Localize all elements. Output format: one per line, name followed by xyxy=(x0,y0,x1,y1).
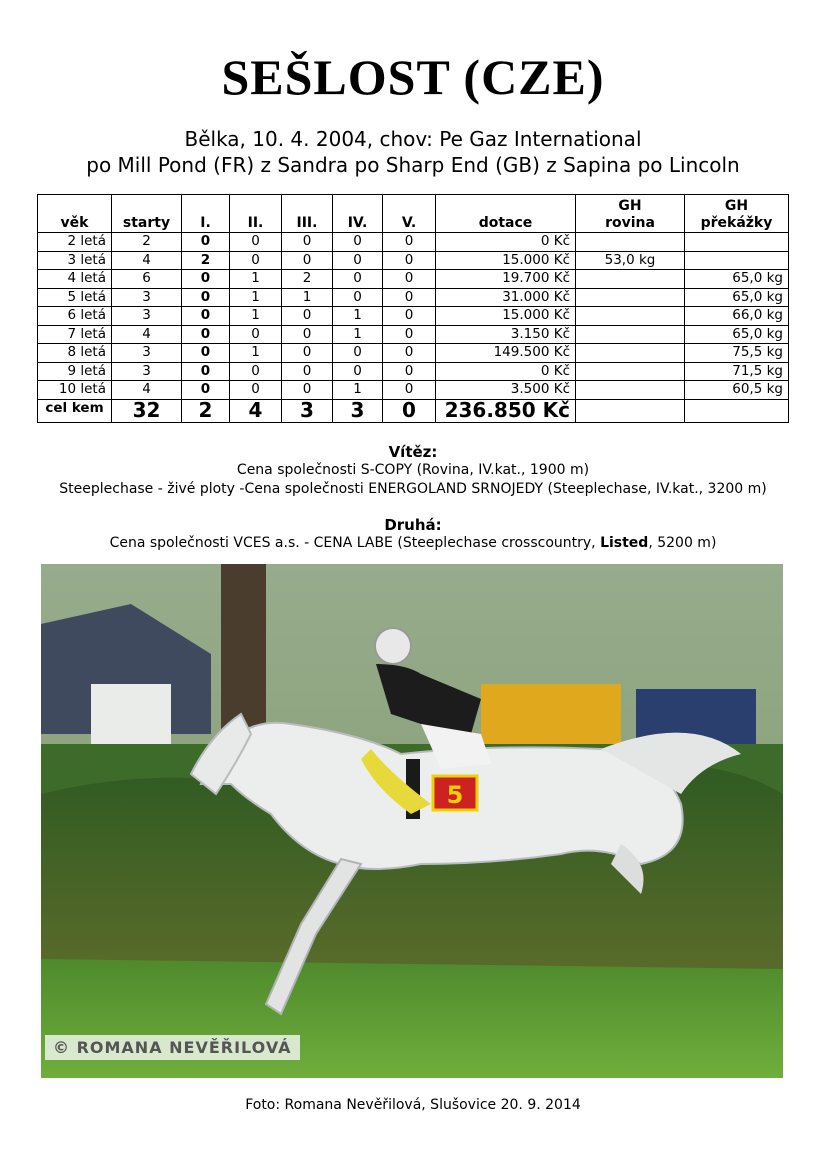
cell-second: 0 xyxy=(230,251,282,270)
horse-pedigree: po Mill Pond (FR) z Sandra po Sharp End (GB) z Sapina po Lincoln xyxy=(86,153,740,177)
header-gh-flat xyxy=(576,195,685,233)
winner-race-2: Steeplechase - živé ploty -Cena společnosti ENERGOLAND SRNOJEDY (Steeplechase, IV.kat., 3200 m) xyxy=(59,481,767,497)
cell-starts: 4 xyxy=(112,381,182,400)
total-fifth: 0 xyxy=(383,399,436,422)
horse-birth-info: Bělka, 10. 4. 2004, chov: Pe Gaz International xyxy=(184,127,642,151)
cell-fourth: 1 xyxy=(333,325,383,344)
header-starts: starty xyxy=(112,195,182,233)
cell-third: 0 xyxy=(282,251,333,270)
cell-starts: 3 xyxy=(112,362,182,381)
table-row xyxy=(38,270,789,289)
cell-fifth: 0 xyxy=(383,381,436,400)
total-prize: 236.850 Kč xyxy=(436,399,576,422)
cell-fourth: 0 xyxy=(333,251,383,270)
total-label: cel kem xyxy=(38,399,112,422)
cell-first: 0 xyxy=(182,381,230,400)
header-prize: dotace xyxy=(436,195,576,233)
cell-second: 0 xyxy=(230,325,282,344)
cell-first: 0 xyxy=(182,307,230,326)
header-first: I. xyxy=(182,195,230,233)
cell-prize: 19.700 Kč xyxy=(436,270,576,289)
cell-first: 0 xyxy=(182,362,230,381)
cell-gh-flat: 53,0 kg xyxy=(576,251,685,270)
cell-gh-jump: 75,5 kg xyxy=(685,344,789,363)
cell-third: 0 xyxy=(282,381,333,400)
cell-third: 0 xyxy=(282,307,333,326)
header-third: III. xyxy=(282,195,333,233)
total-third: 3 xyxy=(282,399,333,422)
second-race-listed: Listed xyxy=(600,535,649,551)
header-gh-jump-l2: překážky xyxy=(700,215,773,231)
cell-starts: 3 xyxy=(112,344,182,363)
cell-third: 0 xyxy=(282,344,333,363)
cell-second: 1 xyxy=(230,288,282,307)
cell-fifth: 0 xyxy=(383,307,436,326)
cell-starts: 3 xyxy=(112,307,182,326)
cell-age: 3 letá xyxy=(38,251,112,270)
second-race-1 xyxy=(0,535,826,551)
header-gh-flat-l2: rovina xyxy=(605,215,655,231)
cell-gh-flat xyxy=(576,270,685,289)
cell-second: 1 xyxy=(230,270,282,289)
cell-first: 2 xyxy=(182,251,230,270)
cell-fourth: 1 xyxy=(333,381,383,400)
cell-second: 0 xyxy=(230,233,282,252)
total-first: 2 xyxy=(182,399,230,422)
race-photo xyxy=(41,564,783,1078)
table-row xyxy=(38,381,789,400)
cell-starts: 3 xyxy=(112,288,182,307)
cell-second: 0 xyxy=(230,381,282,400)
cell-fourth: 0 xyxy=(333,270,383,289)
cell-gh-jump xyxy=(685,251,789,270)
table-row xyxy=(38,344,789,363)
cell-age: 4 letá xyxy=(38,270,112,289)
cell-fifth: 0 xyxy=(383,325,436,344)
cell-starts: 2 xyxy=(112,233,182,252)
cell-fourth: 0 xyxy=(333,233,383,252)
cell-starts: 4 xyxy=(112,251,182,270)
cell-gh-jump: 66,0 kg xyxy=(685,307,789,326)
cell-age: 6 letá xyxy=(38,307,112,326)
second-race-prefix: Cena společnosti VCES a.s. - CENA LABE (Steeplechase crosscountry, xyxy=(109,535,601,551)
cell-gh-jump xyxy=(685,233,789,252)
cell-age: 7 letá xyxy=(38,325,112,344)
second-race-suffix: , 5200 m) xyxy=(648,535,717,551)
total-starts: 32 xyxy=(112,399,182,422)
total-second: 4 xyxy=(230,399,282,422)
cell-gh-jump: 60,5 kg xyxy=(685,381,789,400)
cell-prize: 15.000 Kč xyxy=(436,251,576,270)
cell-first: 0 xyxy=(182,233,230,252)
cell-prize: 0 Kč xyxy=(436,233,576,252)
cell-age: 9 letá xyxy=(38,362,112,381)
cell-gh-flat xyxy=(576,288,685,307)
header-fifth: V. xyxy=(383,195,436,233)
cell-fourth: 0 xyxy=(333,344,383,363)
cell-gh-flat xyxy=(576,362,685,381)
cell-first: 0 xyxy=(182,344,230,363)
total-gh-flat xyxy=(576,399,685,422)
winner-heading: Vítěz: xyxy=(388,443,438,461)
table-total-row xyxy=(38,399,789,422)
cell-fourth: 0 xyxy=(333,362,383,381)
cell-gh-flat xyxy=(576,307,685,326)
cell-gh-jump: 65,0 kg xyxy=(685,325,789,344)
cell-third: 0 xyxy=(282,325,333,344)
cell-gh-flat xyxy=(576,325,685,344)
header-age: věk xyxy=(38,195,112,233)
cell-prize: 15.000 Kč xyxy=(436,307,576,326)
header-second: II. xyxy=(230,195,282,233)
cell-second: 0 xyxy=(230,362,282,381)
cell-fifth: 0 xyxy=(383,288,436,307)
table-row xyxy=(38,362,789,381)
cell-prize: 31.000 Kč xyxy=(436,288,576,307)
career-stats-table xyxy=(37,194,789,423)
cell-age: 10 letá xyxy=(38,381,112,400)
cell-first: 0 xyxy=(182,288,230,307)
cell-gh-jump: 65,0 kg xyxy=(685,270,789,289)
winner-race-1: Cena společnosti S-COPY (Rovina, IV.kat., 1900 m) xyxy=(236,462,590,478)
header-gh-jump xyxy=(685,195,789,233)
cell-fourth: 1 xyxy=(333,307,383,326)
cell-first: 0 xyxy=(182,270,230,289)
cell-gh-flat xyxy=(576,233,685,252)
cell-third: 2 xyxy=(282,270,333,289)
steeplechase-photo-illustration xyxy=(41,564,783,1078)
cell-gh-flat xyxy=(576,381,685,400)
total-fourth: 3 xyxy=(333,399,383,422)
cell-prize: 149.500 Kč xyxy=(436,344,576,363)
cell-fifth: 0 xyxy=(383,270,436,289)
header-fourth: IV. xyxy=(333,195,383,233)
cell-gh-flat xyxy=(576,344,685,363)
table-row xyxy=(38,233,789,252)
photo-watermark: © ROMANA NEVĚŘILOVÁ xyxy=(45,1035,300,1060)
cell-fourth: 0 xyxy=(333,288,383,307)
cell-gh-jump: 71,5 kg xyxy=(685,362,789,381)
second-heading: Druhá: xyxy=(384,516,442,534)
cell-third: 0 xyxy=(282,233,333,252)
cell-age: 5 letá xyxy=(38,288,112,307)
cell-fifth: 0 xyxy=(383,233,436,252)
cell-age: 8 letá xyxy=(38,344,112,363)
cell-gh-jump: 65,0 kg xyxy=(685,288,789,307)
header-gh-jump-l1: GH xyxy=(724,198,749,214)
total-gh-jump xyxy=(685,399,789,422)
cell-third: 0 xyxy=(282,362,333,381)
table-row xyxy=(38,288,789,307)
cell-second: 1 xyxy=(230,307,282,326)
cell-second: 1 xyxy=(230,344,282,363)
table-body xyxy=(38,233,789,400)
table-row xyxy=(38,325,789,344)
saddle-number: 5 xyxy=(446,781,464,809)
cell-age: 2 letá xyxy=(38,233,112,252)
table-row xyxy=(38,251,789,270)
cell-starts: 4 xyxy=(112,325,182,344)
table-row xyxy=(38,307,789,326)
photo-caption: Foto: Romana Nevěřilová, Slušovice 20. 9. 2014 xyxy=(245,1097,581,1113)
cell-third: 1 xyxy=(282,288,333,307)
cell-starts: 6 xyxy=(112,270,182,289)
cell-fifth: 0 xyxy=(383,344,436,363)
cell-prize: 3.150 Kč xyxy=(436,325,576,344)
cell-prize: 0 Kč xyxy=(436,362,576,381)
cell-prize: 3.500 Kč xyxy=(436,381,576,400)
page-title: SEŠLOST (CZE) xyxy=(221,49,605,105)
cell-fifth: 0 xyxy=(383,251,436,270)
table-header-row xyxy=(38,195,789,233)
cell-fifth: 0 xyxy=(383,362,436,381)
header-gh-flat-l1: GH xyxy=(618,198,642,214)
cell-first: 0 xyxy=(182,325,230,344)
